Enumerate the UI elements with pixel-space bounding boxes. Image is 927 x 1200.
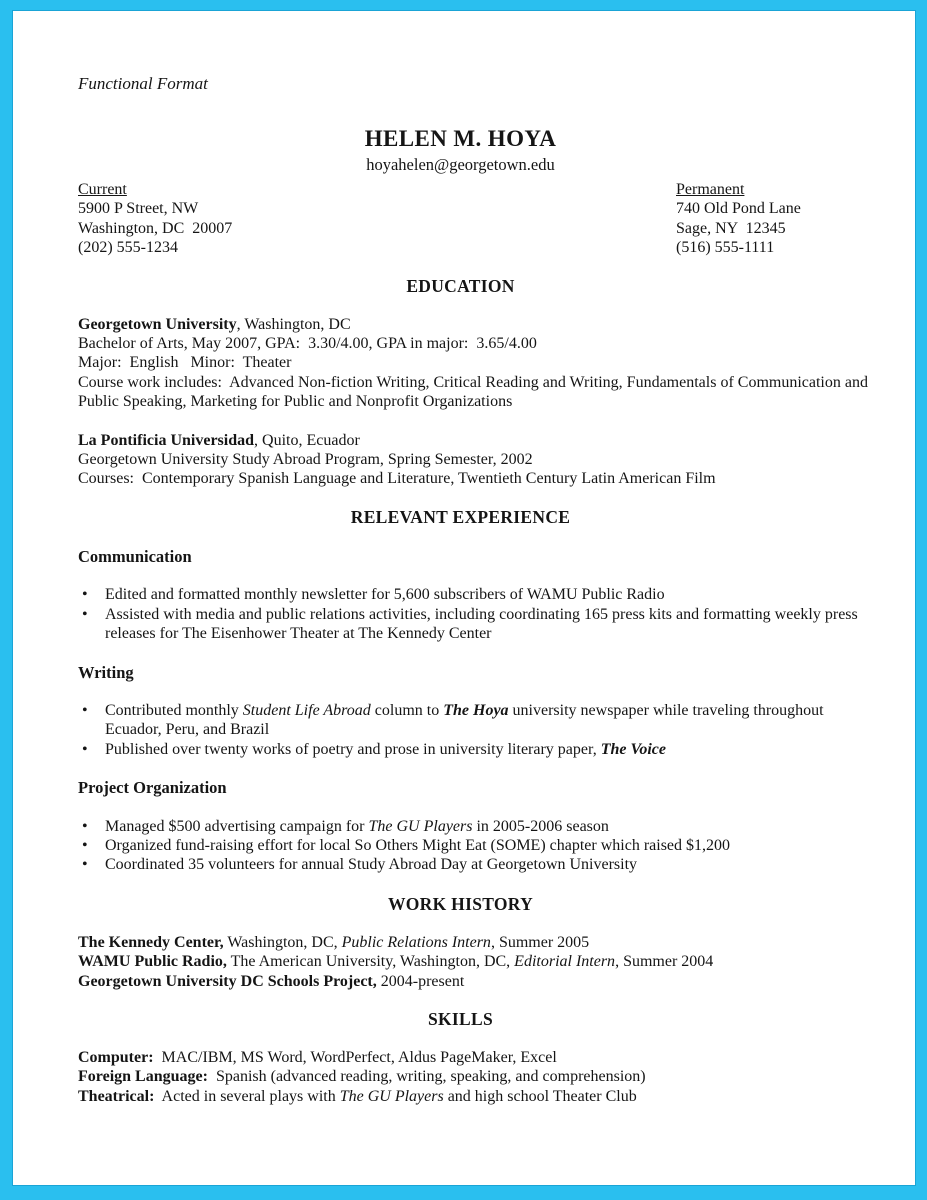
text-run: The Voice — [600, 740, 667, 758]
text-run: , Washington, DC — [236, 315, 351, 333]
text-line — [78, 1087, 871, 1106]
bullet-list — [78, 817, 871, 875]
text-run: Computer: — [78, 1048, 154, 1066]
text-line — [78, 469, 871, 488]
text-run: WAMU Public Radio, — [78, 953, 227, 971]
text-run: Coordinated 35 volunteers for annual Study Abroad Day at Georgetown University — [105, 856, 638, 874]
text-run: , Quito, Ecuador — [254, 431, 360, 449]
bullet-item — [78, 836, 871, 855]
text-run: 2004-present — [376, 972, 465, 990]
text-run: Washington, DC, — [223, 933, 342, 951]
text-run: Georgetown University DC Schools Project, — [78, 972, 377, 990]
text-run: The GU Players — [339, 1087, 444, 1105]
text-run: Edited and formatted monthly newsletter for 5,600 subscribers of WAMU Public Radio — [105, 586, 665, 604]
text-group — [78, 431, 871, 489]
text-group — [78, 933, 871, 991]
subheading: Project Organization — [78, 778, 227, 798]
contact-line: 740 Old Pond Lane — [676, 200, 801, 218]
text-group — [78, 315, 871, 412]
text-line — [78, 373, 871, 412]
section-title: SKILLS — [427, 1008, 494, 1029]
bullet-list — [78, 585, 871, 643]
format-label: Functional Format — [78, 74, 208, 93]
resume-sections — [78, 276, 871, 1107]
bullet-item — [78, 740, 871, 759]
bullet-item — [78, 605, 871, 644]
bullet-item — [78, 817, 871, 836]
text-run: Student Life Abroad — [242, 701, 371, 719]
resume-name: HELEN M. HOYA — [364, 126, 557, 151]
text-line — [78, 334, 871, 353]
text-line — [78, 315, 871, 334]
section-title: RELEVANT EXPERIENCE — [350, 506, 571, 527]
bullet-item — [78, 585, 871, 604]
contact-current — [78, 180, 676, 258]
section-relevant-experience — [78, 507, 871, 875]
contact-line: Washington, DC 20007 — [78, 219, 233, 237]
contact-line: 5900 P Street, NW — [78, 200, 199, 218]
text-run: Public Relations Intern — [341, 933, 491, 951]
text-run: Major: English Minor: Theater — [78, 354, 292, 372]
text-run: Bachelor of Arts, May 2007, GPA: 3.30/4.00, GPA in major: 3.65/4.00 — [78, 335, 537, 353]
text-run: Acted in several plays with — [154, 1087, 340, 1105]
contact-current-lines — [78, 199, 676, 257]
text-line — [78, 353, 871, 372]
section-education — [78, 276, 871, 489]
text-run: Organized fund-raising effort for local So Others Might Eat (SOME) chapter which raised $1,200 — [105, 836, 731, 854]
contact-line: (202) 555-1234 — [78, 239, 178, 257]
text-run: in 2005-2006 season — [472, 817, 609, 835]
text-run: column to — [370, 701, 444, 719]
text-run: Contributed monthly — [105, 701, 243, 719]
contact-current-label: Current — [78, 181, 127, 198]
text-run: The American University, Washington, DC, — [226, 953, 515, 971]
section-title: WORK HISTORY — [387, 893, 534, 914]
text-run: La Pontificia Universidad — [78, 431, 255, 449]
text-run: Theatrical: — [78, 1087, 155, 1105]
text-line — [78, 933, 871, 952]
text-run: and high school Theater Club — [443, 1087, 637, 1105]
contact-permanent — [676, 180, 871, 258]
bullet-item — [78, 855, 871, 874]
text-run: The Hoya — [443, 701, 509, 719]
subheading: Communication — [78, 546, 192, 566]
contact-permanent-lines — [676, 199, 871, 257]
text-line — [78, 1067, 871, 1086]
text-run: The GU Players — [368, 817, 473, 835]
text-run: Foreign Language: — [78, 1068, 208, 1086]
text-run: Editorial Intern — [514, 953, 616, 971]
text-run: MAC/IBM, MS Word, WordPerfect, Aldus PageMaker, Excel — [153, 1048, 557, 1066]
section-skills — [78, 1009, 871, 1106]
email-text: hoyahelen@georgetown.edu — [366, 155, 555, 174]
contact-line: (516) 555-1111 — [676, 239, 775, 257]
subheading: Writing — [78, 662, 134, 682]
text-run: Georgetown University Study Abroad Program, Spring Semester, 2002 — [78, 451, 533, 469]
bullet-list — [78, 701, 871, 759]
text-line — [78, 431, 871, 450]
text-line — [78, 952, 871, 971]
text-group — [78, 1048, 871, 1106]
contact-line: Sage, NY 12345 — [676, 219, 786, 237]
resume-document — [13, 11, 915, 1185]
text-run: , Summer 2004 — [615, 953, 714, 971]
text-run: university newspaper while traveling throughout Ecuador, Peru, and Brazil — [105, 701, 828, 739]
text-run: Assisted with media and public relations activities, including coordinating 165 press kits and formatting weekly press releases for The Eisenhower Theater at The Kennedy Center — [105, 605, 862, 643]
text-run: , Summer 2005 — [490, 933, 590, 951]
bullet-item — [78, 701, 871, 740]
text-run: The Kennedy Center, — [78, 933, 224, 951]
text-line — [78, 1048, 871, 1067]
text-line — [78, 972, 871, 991]
text-run: Managed $500 advertising campaign for — [105, 817, 369, 835]
text-run: Course work includes: Advanced Non-fiction Writing, Critical Reading and Writing, Fundamentals of Communication and Public Speaking, Marketing for Public and Nonprofit Organizations — [78, 373, 872, 411]
section-title: EDUCATION — [406, 275, 515, 296]
text-run: Published over twenty works of poetry and prose in university literary paper, — [105, 740, 601, 758]
section-work-history — [78, 894, 871, 991]
contact-permanent-label: Permanent — [676, 181, 745, 198]
text-line — [78, 450, 871, 469]
text-run: Georgetown University — [78, 315, 237, 333]
text-run: Spanish (advanced reading, writing, speaking, and comprehension) — [207, 1068, 646, 1086]
contact-block — [78, 180, 871, 258]
text-run: Courses: Contemporary Spanish Language and Literature, Twentieth Century Latin American Film — [78, 470, 716, 488]
